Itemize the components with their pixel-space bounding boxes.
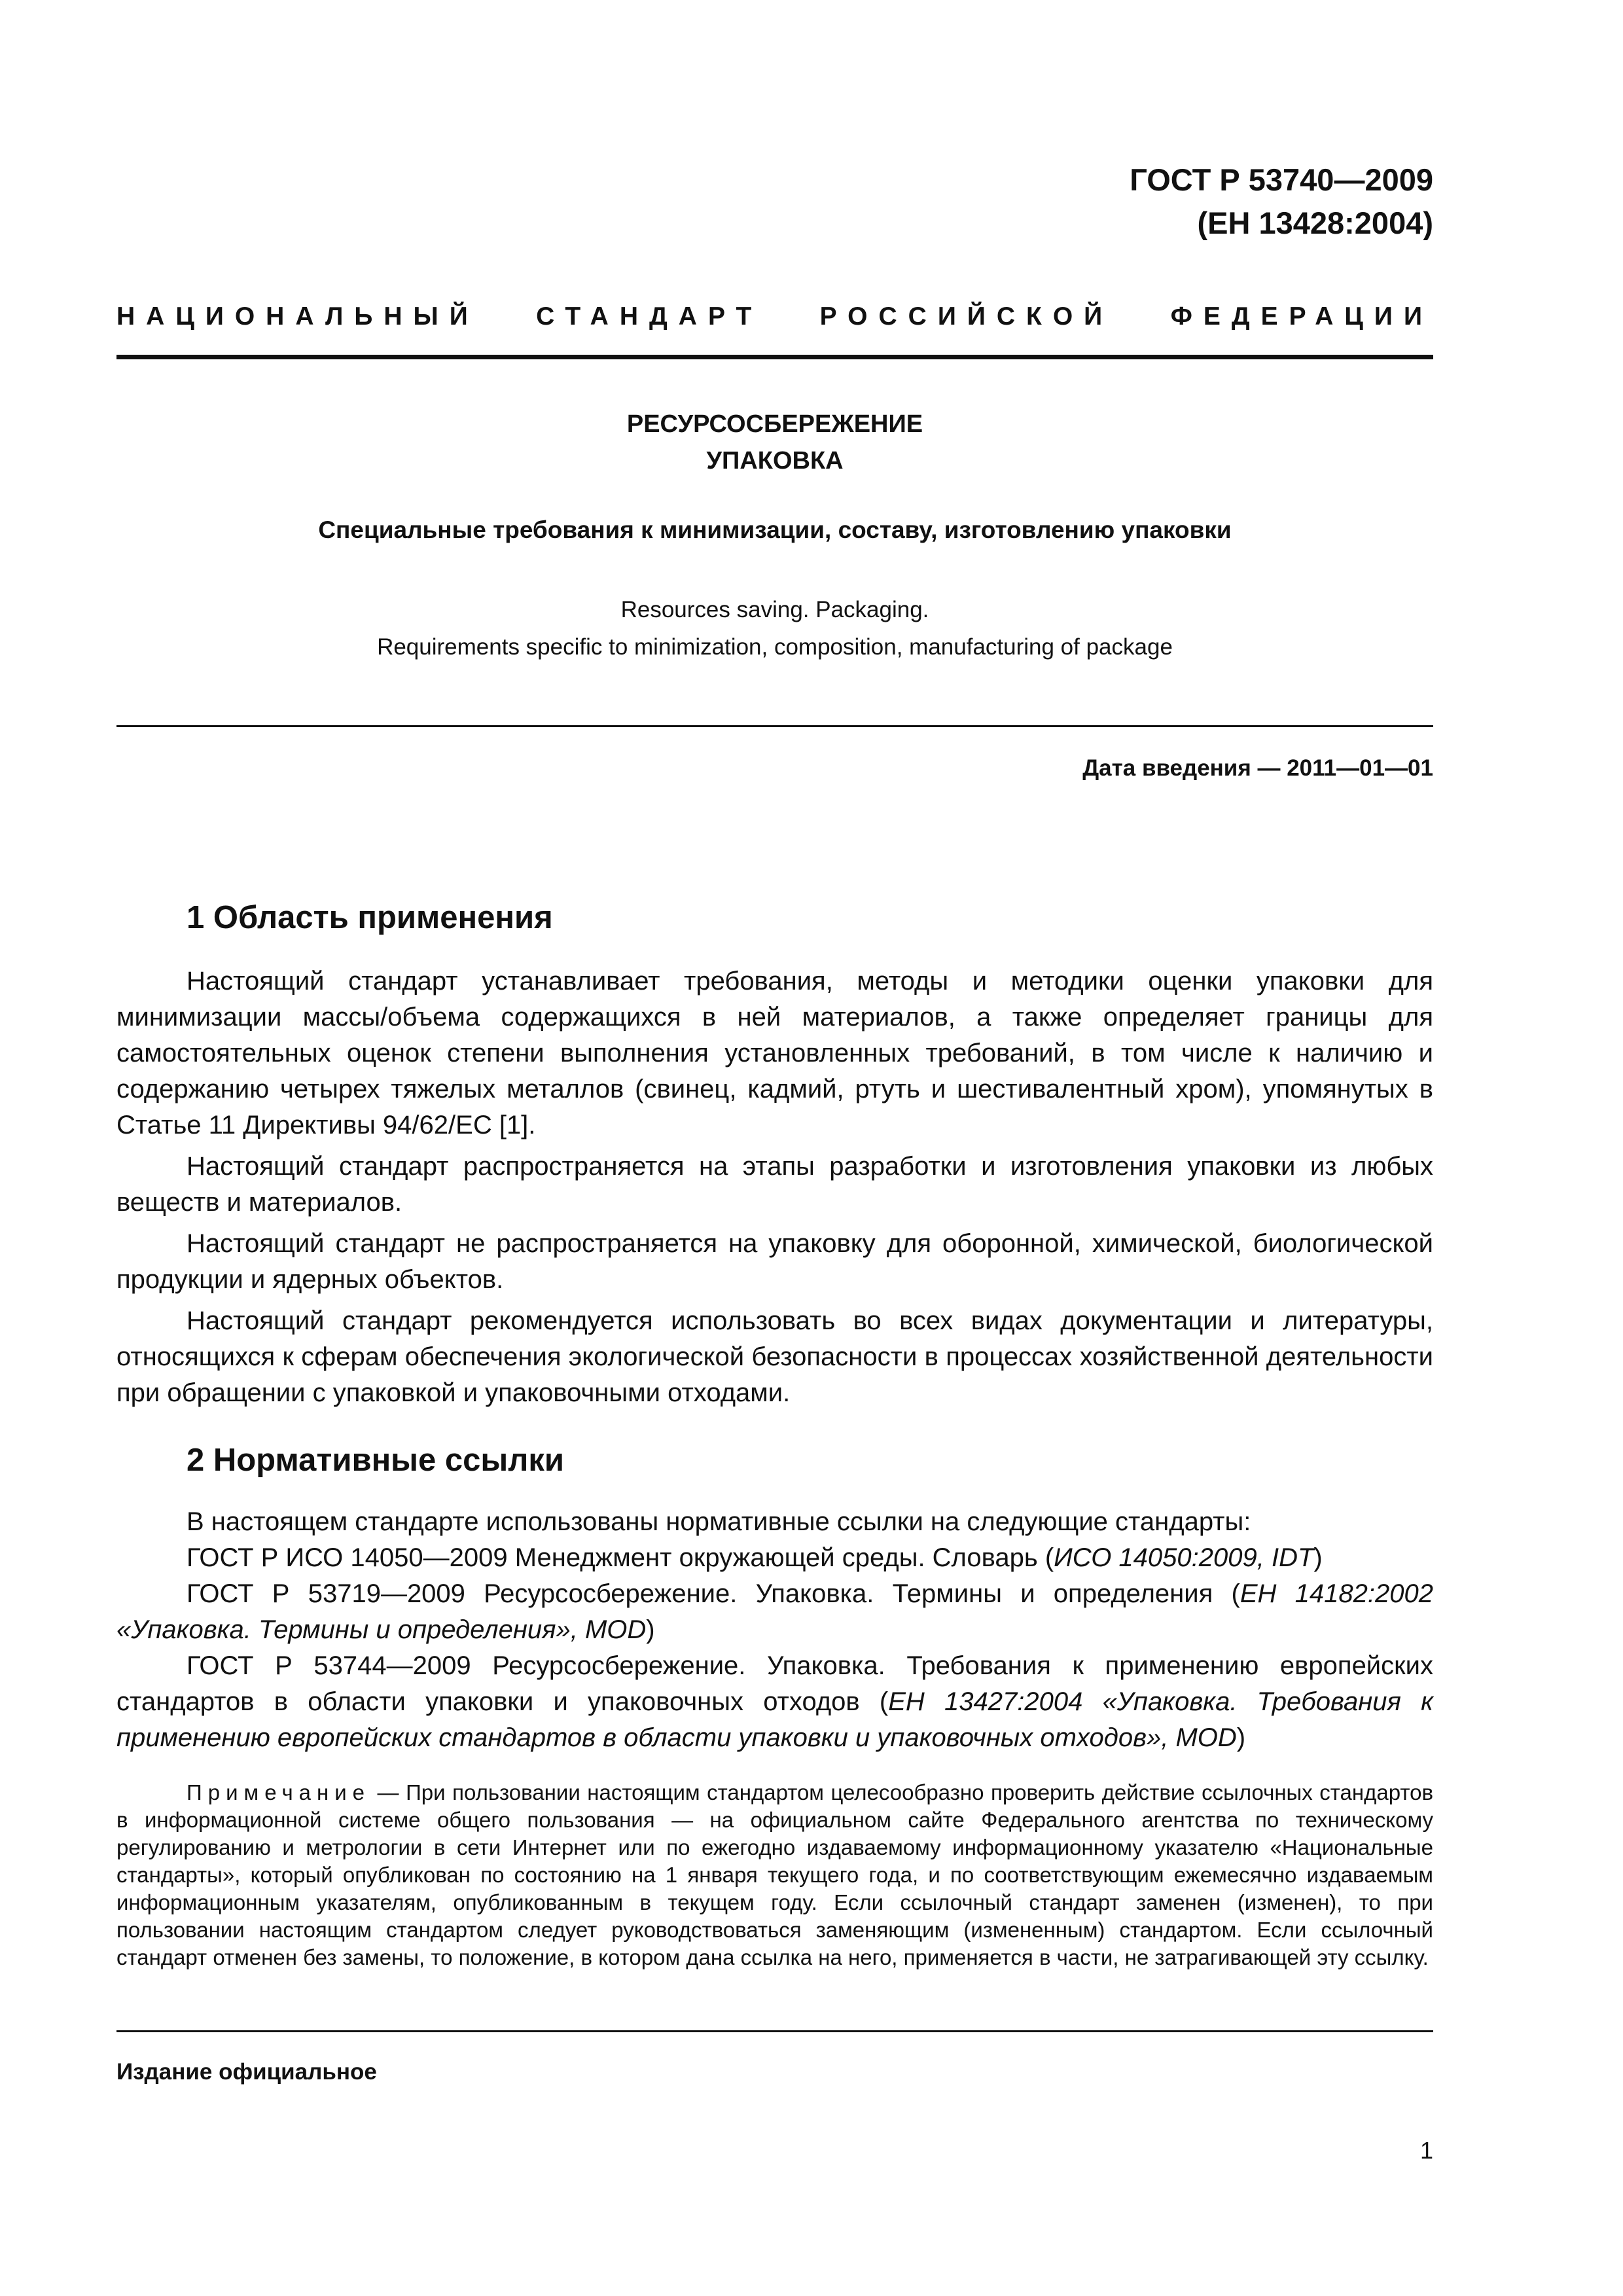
note	[116, 1779, 1433, 1971]
national-standard-word: ФЕДЕРАЦИИ	[1170, 302, 1433, 331]
reference-source: ЕН 13427:2004 «Упаковка. Требования к применению европейских стандартов в области упаковки и упаковочных отходов», MOD	[116, 1687, 1433, 1752]
national-standard-word: РОССИЙСКОЙ	[819, 302, 1114, 331]
section-2-body	[116, 1504, 1433, 1756]
reference-text: ГОСТ Р ИСО 14050—2009 Менеджмент окружающей среды. Словарь (	[187, 1543, 1054, 1572]
reference-text: ГОСТ Р 53719—2009 Ресурсосбережение. Упаковка. Термины и определения (	[187, 1579, 1240, 1608]
section-1-heading: 1 Область применения	[187, 900, 553, 935]
footer-divider	[116, 2030, 1433, 2032]
section-1-body	[116, 963, 1433, 1416]
doc-number: ГОСТ Р 53740—2009	[1130, 162, 1433, 197]
reference-source: ЕН 14182:2002 «Упаковка. Термины и определения», MOD	[116, 1579, 1433, 1644]
note-label: Примечание	[187, 1780, 371, 1804]
english-title-line-1: Resources saving. Packaging.	[620, 597, 929, 622]
english-title-line-2: Requirements specific to minimization, composition, manufacturing of package	[377, 634, 1173, 660]
edition-label: Издание официальное	[116, 2059, 377, 2085]
reference-end: )	[646, 1615, 655, 1644]
reference-end: )	[1313, 1543, 1323, 1572]
paragraph: Настоящий стандарт распространяется на этапы разработки и изготовления упаковки из любых веществ и материалов.	[116, 1152, 1433, 1217]
paragraph: Настоящий стандарт рекомендуется использовать во всех видах документации и литературы, относящихся к сферам обеспечения экологической безопасности в процессах хозяйственной деятельности при обращении с упаковкой и упаковочными отходами.	[116, 1306, 1433, 1407]
national-standard-title	[116, 302, 1433, 331]
reference-end: )	[1236, 1723, 1246, 1752]
document-subtitle: Специальные требования к минимизации, составу, изготовлению упаковки	[318, 516, 1232, 543]
paragraph: Настоящий стандарт не распространяется на упаковку для оборонной, химической, биологической продукции и ядерных объектов.	[116, 1229, 1433, 1294]
doc-equivalent: (ЕН 13428:2004)	[1197, 206, 1433, 240]
reference-item	[116, 1540, 1433, 1576]
title-line-2: УПАКОВКА	[706, 447, 844, 475]
national-standard-word: НАЦИОНАЛЬНЫЙ	[116, 302, 479, 331]
paragraph: Настоящий стандарт устанавливает требования, методы и методики оценки упаковки для минимизации массы/объема содержащихся в ней материалов, а также определяет границы для самостоятельных оценок степени выполнения установленных требований, в том числе к наличию и содержанию четырех тяжелых металлов (свинец, кадмий, ртуть и шестивалентный хром), упомянутых в Статье 11 Директивы 94/62/ЕС [1].	[116, 967, 1433, 1139]
reference-item	[116, 1576, 1433, 1648]
document-id	[1130, 158, 1433, 245]
document-title	[116, 406, 1433, 479]
paragraph: В настоящем стандарте использованы нормативные ссылки на следующие стандарты:	[187, 1507, 1251, 1536]
title-divider	[116, 725, 1433, 727]
section-2-heading: 2 Нормативные ссылки	[187, 1443, 564, 1478]
note-text: — При пользовании настоящим стандартом целесообразно проверить действие ссылочных стандартов в информационной системе общего пользования — на официальном сайте Федерального агентства по техническому регулированию и метрологии в сети Интернет или по ежегодно издаваемому информационному указателю «Национальные стандарты», который опубликован по состоянию на 1 января текущего года, и по соответствующим ежемесячно издаваемым информационным указателям, опубликованным в текущем году. Если ссылочный стандарт заменен (изменен), то при пользовании настоящим стандартом следует руководствоваться заменяющим (измененным) стандартом. Если ссылочный стандарт отменен без замены, то положение, в котором дана ссылка на него, применяется в части, не затрагивающей эту ссылку.	[116, 1780, 1433, 1969]
note-paragraph	[116, 1779, 1433, 1971]
reference-text: ГОСТ Р 53744—2009 Ресурсосбережение. Упаковка. Требования к применению европейских стандартов в области упаковки и упаковочных отходов (	[116, 1651, 1433, 1716]
english-title	[116, 591, 1433, 666]
page-number: 1	[1419, 2137, 1433, 2164]
introduction-date: Дата введения — 2011—01—01	[1082, 755, 1433, 781]
national-standard-word: СТАНДАРТ	[536, 302, 763, 331]
header-divider	[116, 355, 1433, 359]
title-line-1: РЕСУРСОСБЕРЕЖЕНИЕ	[626, 410, 923, 438]
reference-item	[116, 1648, 1433, 1756]
reference-source: ИСО 14050:2009, IDT	[1054, 1543, 1314, 1572]
